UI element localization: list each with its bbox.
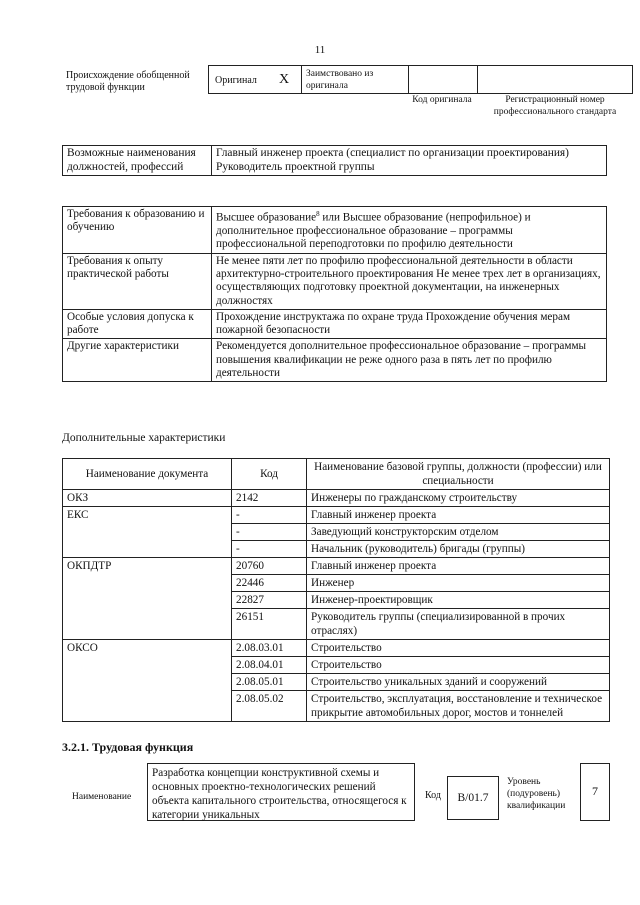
name-cell: Инженеры по гражданскому строительству [307, 490, 610, 507]
name-cell: Строительство [307, 640, 610, 657]
function-code-label: Код [425, 790, 441, 801]
requirement-row [63, 207, 607, 254]
reg-number-cell [478, 66, 632, 93]
function-name-value: Разработка концепции конструктивной схемы и основных проектно-технологических решений объекта капитального строительства, относящегося к категории уникальных [147, 763, 415, 821]
doc-cell: ЕКС [63, 507, 232, 558]
code-cell: 22446 [232, 575, 307, 592]
requirement-value: Прохождение инструктажа по охране труда Прохождение обучения мерам пожарной безопасности [212, 309, 607, 339]
name-cell: Строительство [307, 657, 610, 674]
code-cell: 2.08.05.02 [232, 691, 307, 722]
code-original-caption: Код оригинала [412, 95, 472, 105]
table-row [63, 507, 610, 524]
requirement-label: Особые условия допуска к работе [63, 309, 212, 339]
table-row [63, 490, 610, 507]
doc-cell: ОКСО [63, 640, 232, 722]
header-doc: Наименование документа [63, 459, 232, 490]
code-cell: 2.08.05.01 [232, 674, 307, 691]
table-row [63, 558, 610, 575]
positions-label: Возможные наименования должностей, профессий [63, 146, 212, 176]
origin-label: Происхождение обобщенной трудовой функции [66, 70, 190, 93]
requirement-row [63, 309, 607, 339]
classification-table [62, 458, 610, 722]
requirement-value: Высшее образование$^8$ или Высшее образование (непрофильное) и дополнительное профессиональное образование – программы профессиональной переподготовки по профилю деятельности [212, 207, 607, 254]
page-number: 11 [314, 44, 326, 56]
code-cell: 20760 [232, 558, 307, 575]
origin-table [208, 65, 633, 94]
original-mark: X [279, 72, 290, 87]
name-cell: Инженер-проектировщик [307, 592, 610, 609]
code-cell: 2.08.03.01 [232, 640, 307, 657]
code-cell: - [232, 507, 307, 524]
code-cell: - [232, 524, 307, 541]
name-cell: Начальник (руководитель) бригады (группы) [307, 541, 610, 558]
requirement-row [63, 253, 607, 309]
reg-number-caption: Регистрационный номер профессионального стандарта [493, 95, 617, 117]
section-title: 3.2.1. Трудовая функция [62, 740, 194, 754]
name-cell: Строительство уникальных зданий и сооружений [307, 674, 610, 691]
function-code-value: B/01.7 [447, 776, 499, 820]
requirement-label: Требования к образованию и обучению [63, 207, 212, 254]
borrowed-label: Заимствовано из оригинала [306, 69, 374, 91]
qualification-level-value: 7 [580, 763, 610, 821]
requirement-label: Другие характеристики [63, 339, 212, 382]
additional-title: Дополнительные характеристики [62, 432, 226, 444]
code-cell: - [232, 541, 307, 558]
requirement-value: Не менее пяти лет по профилю профессиональной деятельности в области архитектурно-строительного проектирования Не менее трех лет в организациях, осуществляющих подготовку проектной документации, на инженерных должностях [212, 253, 607, 309]
function-name-label: Наименование [72, 792, 132, 802]
code-cell: 2142 [232, 490, 307, 507]
name-cell: Руководитель группы (специализированной в прочих отраслях) [307, 609, 610, 640]
requirement-value: Рекомендуется дополнительное профессиональное образование – программы повышения квалификации не реже одного раза в пять лет по профилю деятельности [212, 339, 607, 382]
code-cell: 2.08.04.01 [232, 657, 307, 674]
requirement-row [63, 339, 607, 382]
requirements-table [62, 206, 607, 382]
table-row [63, 640, 610, 657]
name-cell: Главный инженер проекта [307, 507, 610, 524]
code-original-cell [409, 66, 478, 93]
qualification-level-label: Уровень (подуровень) квалификации [507, 777, 566, 811]
footnote-mark: 8 [316, 210, 320, 218]
name-cell: Инженер [307, 575, 610, 592]
positions-table [62, 145, 607, 176]
header-name: Наименование базовой группы, должности (профессии) или специальности [307, 459, 610, 490]
name-cell: Заведующий конструкторским отделом [307, 524, 610, 541]
name-cell: Главный инженер проекта [307, 558, 610, 575]
original-label: Оригинал [215, 75, 257, 86]
code-cell: 26151 [232, 609, 307, 640]
requirement-label: Требования к опыту практической работы [63, 253, 212, 309]
name-cell: Строительство, эксплуатация, восстановление и техническое прикрытие автомобильных дорог, мостов и тоннелей [307, 691, 610, 722]
doc-cell: ОКПДТР [63, 558, 232, 640]
original-cell [209, 66, 302, 93]
doc-cell: ОКЗ [63, 490, 232, 507]
header-code: Код [232, 459, 307, 490]
borrowed-cell [302, 66, 409, 93]
positions-value: Главный инженер проекта (специалист по организации проектирования) Руководитель проектной группы [212, 146, 607, 176]
code-cell: 22827 [232, 592, 307, 609]
